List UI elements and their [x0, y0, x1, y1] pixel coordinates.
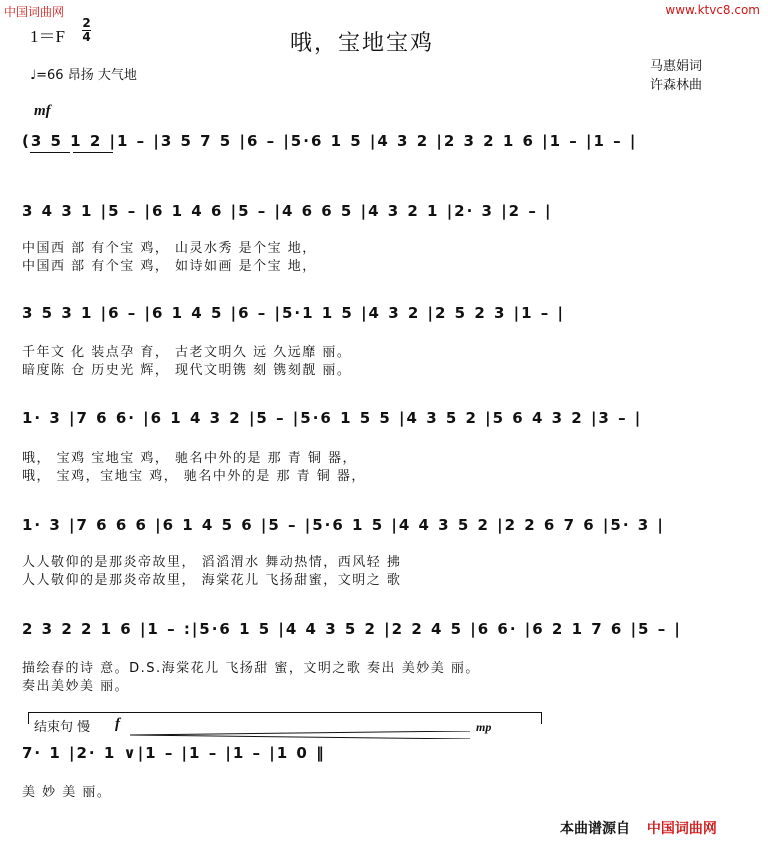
- dynamic-mf: mf: [34, 103, 51, 119]
- score-line-4: 1· 3 |7 6 6· |6 1 4 3 2 |5 – |5·6 1 5 5 |4 3 5 2 |5 6 4 3 2 |3 – |: [22, 405, 752, 445]
- watermark-right: www.ktvc8.com: [665, 3, 760, 17]
- lyrics-line-3b: 暗度陈 仓 历史光 辉， 现代文明镌 刻 镌刻靓 丽。: [22, 363, 352, 378]
- lyrics-line-5a: 人人敬仰的是那炎帝故里， 滔滔渭水 舞动热情，西风轻 拂: [22, 555, 402, 570]
- footer-source-label: 本曲谱源自: [560, 821, 630, 837]
- footer-source-site[interactable]: 中国词曲网: [646, 821, 717, 837]
- time-signature: [82, 18, 91, 43]
- dynamic-mp: mp: [476, 720, 492, 734]
- dynamic-f: f: [115, 716, 120, 732]
- score-line-6: 2 3 2 2 1 6 |1 – :|5·6 1 5 |4 4 3 5 2 |2 2 4 5 |6 6· |6 2 1 7 6 |5 – |: [22, 616, 752, 656]
- song-title: 哦，宝地宝鸡: [290, 31, 435, 56]
- score-line-5: 1· 3 |7 6 6 6 |6 1 4 5 6 |5 – |5·6 1 5 |4 4 3 5 2 |2 2 6 7 6 |5· 3 |: [22, 512, 752, 552]
- beam: [73, 152, 113, 153]
- lyricist-credit: 马惠娟词: [650, 59, 703, 74]
- watermark-left: 中国词曲网: [4, 5, 65, 19]
- lyrics-line-4b: 哦， 宝鸡，宝地宝 鸡， 驰名中外的是 那 青 铜 器，: [22, 469, 366, 484]
- score-line-3: 3 5 3 1 |6 – |6 1 4 5 |6 – |5·1 1 5 |4 3 2 |2 5 2 3 |1 – |: [22, 300, 752, 340]
- key-signature: 1＝F: [30, 27, 65, 46]
- lyrics-line-6a: 描绘春的诗 意。D.S.海棠花儿 飞扬甜 蜜，文明之歌 奏出 美妙美 丽。: [22, 661, 480, 676]
- lyrics-line-2a: 中国西 部 有个宝 鸡， 山灵水秀 是个宝 地，: [22, 241, 317, 256]
- tempo-marking: ♩=66 昂扬 大气地: [30, 68, 137, 83]
- score-line-7: 7· 1 |2· 1 ∨|1 – |1 – |1 – |1 0 ‖: [22, 740, 562, 780]
- lyrics-line-2b: 中国西 部 有个宝 鸡， 如诗如画 是个宝 地，: [22, 259, 317, 274]
- lyrics-line-7: 美 妙 美 丽。: [22, 785, 112, 800]
- lyrics-line-4a: 哦， 宝鸡 宝地宝 鸡， 驰名中外的是 那 青 铜 器，: [22, 451, 358, 466]
- diminuendo-hairpin: [130, 724, 470, 732]
- time-signature-bottom: 4: [82, 30, 91, 44]
- hairpin-svg: [130, 731, 470, 739]
- footer-source: [560, 818, 717, 838]
- lyrics-line-5b: 人人敬仰的是那炎帝故里， 海棠花儿 飞扬甜蜜，文明之 歌: [22, 573, 402, 588]
- ending-bracket-right: [541, 712, 542, 724]
- lyrics-line-3a: 千年文 化 装点孕 育， 古老文明久 远 久远靡 丽。: [22, 345, 352, 360]
- score-line-1: (3 5 1 2 |1 – |3 5 7 5 |6 – |5·6 1 5 |4 3 2 |2 3 2 1 6 |1 – |1 – |: [22, 128, 752, 168]
- composer-credit: 许森林曲: [650, 78, 703, 93]
- lyrics-line-6b: 奏出美妙美 丽。: [22, 679, 130, 694]
- ending-label: 结束句 慢: [34, 720, 91, 735]
- score-line-2: 3 4 3 1 |5 – |6 1 4 6 |5 – |4 6 6 5 |4 3 2 1 |2· 3 |2 – |: [22, 198, 752, 238]
- ending-bracket-left: [28, 712, 29, 724]
- ending-bracket-top: [28, 712, 542, 713]
- time-signature-top: 2: [82, 16, 91, 30]
- beam: [30, 152, 70, 153]
